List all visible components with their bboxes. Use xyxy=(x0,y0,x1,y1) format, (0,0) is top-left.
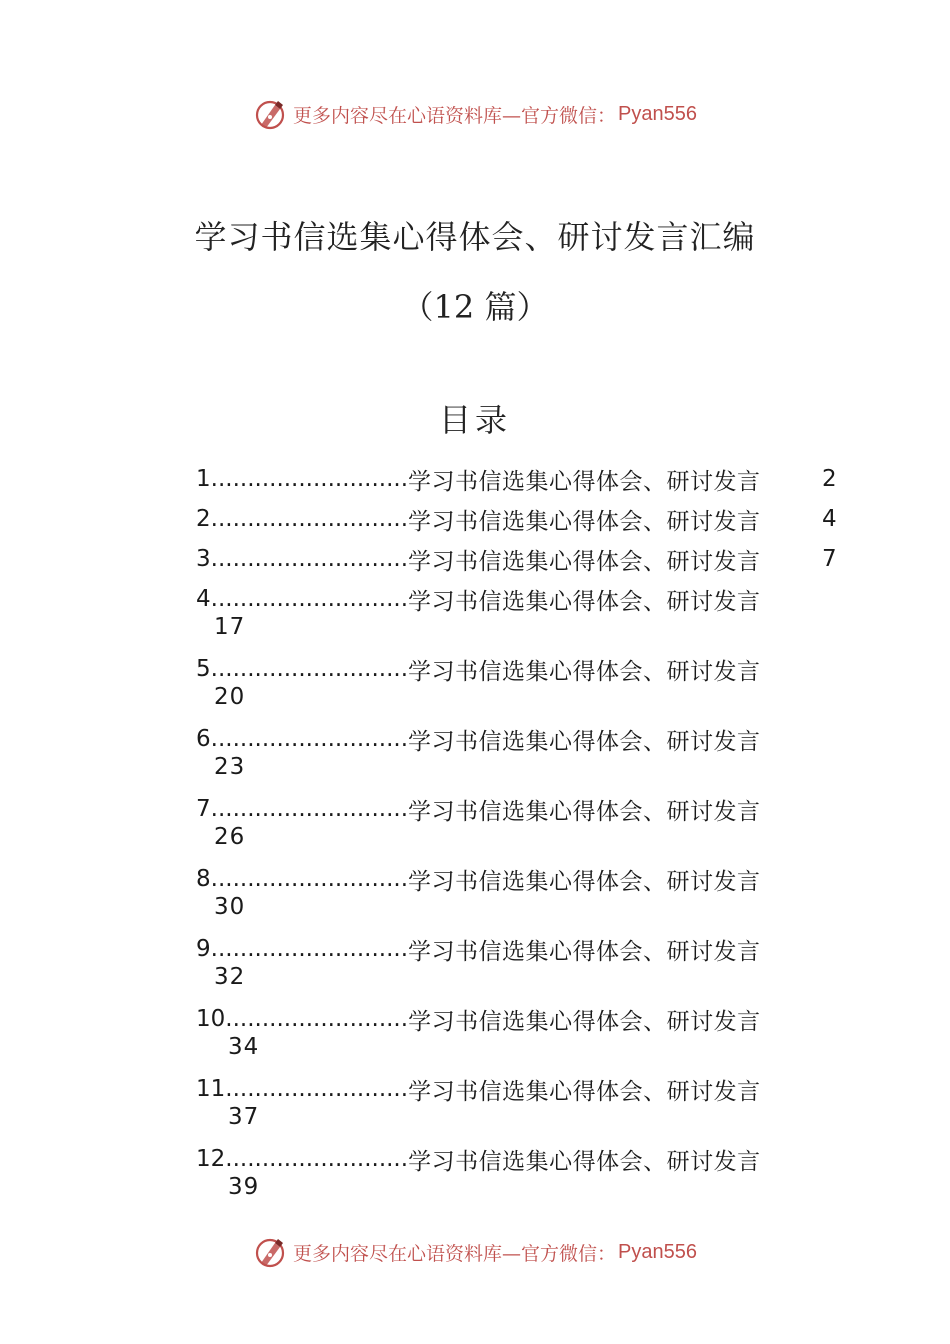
toc-leader-dots: ........................... xyxy=(210,936,409,962)
toc-leader-dots: ........................... xyxy=(210,506,409,532)
toc-line xyxy=(196,1002,761,1036)
toc-number: 9 xyxy=(196,936,211,962)
toc-title: 学习书信选集心得体会、研讨发言 xyxy=(408,1078,761,1105)
toc-leader-dots: ......................... xyxy=(225,1006,409,1032)
toc-leader-dots: ........................... xyxy=(210,656,409,682)
toc-line xyxy=(196,1142,761,1176)
toc-title: 学习书信选集心得体会、研讨发言 xyxy=(408,658,761,685)
toc-entry[interactable] xyxy=(0,792,950,862)
toc-leader-dots: ........................... xyxy=(210,726,409,752)
toc-title: 学习书信选集心得体会、研讨发言 xyxy=(408,548,761,575)
toc-entry[interactable] xyxy=(0,1142,950,1212)
toc-title: 学习书信选集心得体会、研讨发言 xyxy=(408,468,761,495)
toc-page-number: 26 xyxy=(214,824,246,850)
toc-entry[interactable] xyxy=(0,722,950,792)
toc-entry[interactable] xyxy=(0,932,950,1002)
toc-number: 11 xyxy=(196,1076,226,1102)
document-title: 学习书信选集心得体会、研讨发言汇编 xyxy=(194,218,756,256)
toc-title: 学习书信选集心得体会、研讨发言 xyxy=(408,1148,761,1175)
toc-line xyxy=(196,652,761,686)
toc-entry[interactable] xyxy=(0,1072,950,1142)
toc-line xyxy=(196,462,761,496)
toc-line xyxy=(196,792,761,826)
toc-page-number: 20 xyxy=(214,684,246,710)
toc-title: 学习书信选集心得体会、研讨发言 xyxy=(408,1008,761,1035)
toc-line xyxy=(196,1072,761,1106)
toc-entry[interactable] xyxy=(0,1002,950,1072)
toc-leader-dots: ........................... xyxy=(210,866,409,892)
toc-heading: 目录 xyxy=(438,401,511,439)
toc-number: 5 xyxy=(196,656,211,682)
toc-page-number: 34 xyxy=(228,1034,260,1060)
toc-leader-dots: ........................... xyxy=(210,796,409,822)
toc-number: 10 xyxy=(196,1006,226,1032)
toc-leader-dots: ........................... xyxy=(210,466,409,492)
toc-title: 学习书信选集心得体会、研讨发言 xyxy=(408,588,761,615)
toc-number: 1 xyxy=(196,466,211,492)
toc-page-number: 23 xyxy=(214,754,246,780)
banner-text: 更多内容尽在心语资料库—官方微信： xyxy=(293,104,617,127)
toc-number: 7 xyxy=(196,796,211,822)
footer-banner xyxy=(0,1232,950,1272)
toc-line xyxy=(196,542,761,576)
toc-entry[interactable] xyxy=(0,862,950,932)
toc-page-number: 30 xyxy=(214,894,246,920)
toc-page-number: 32 xyxy=(214,964,246,990)
toc-line xyxy=(196,502,761,536)
toc-page-number: 39 xyxy=(228,1174,260,1200)
toc-number: 4 xyxy=(196,586,211,612)
toc-number: 12 xyxy=(196,1146,226,1172)
toc-page-number: 37 xyxy=(228,1104,260,1130)
toc-line xyxy=(196,862,761,896)
toc-leader-dots: ......................... xyxy=(225,1076,409,1102)
toc-title: 学习书信选集心得体会、研讨发言 xyxy=(408,728,761,755)
document-subtitle: （12 篇） xyxy=(401,288,549,326)
toc-title: 学习书信选集心得体会、研讨发言 xyxy=(408,868,761,895)
toc-page-number: 17 xyxy=(214,614,246,640)
pen-nib-logo-icon xyxy=(253,1235,287,1269)
toc-title: 学习书信选集心得体会、研讨发言 xyxy=(408,798,761,825)
toc-entry[interactable] xyxy=(0,652,950,722)
toc-leader-dots: ........................... xyxy=(210,586,409,612)
toc-page-number: 2 xyxy=(822,466,838,492)
pen-nib-logo-icon xyxy=(253,97,287,131)
toc-number: 8 xyxy=(196,866,211,892)
header-banner xyxy=(0,94,950,134)
wechat-id: Pyan556 xyxy=(618,1240,697,1263)
toc-page-number: 7 xyxy=(822,546,838,572)
toc-number: 3 xyxy=(196,546,211,572)
toc-title: 学习书信选集心得体会、研讨发言 xyxy=(408,938,761,965)
toc-number: 6 xyxy=(196,726,211,752)
toc-title: 学习书信选集心得体会、研讨发言 xyxy=(408,508,761,535)
toc-line xyxy=(196,932,761,966)
toc-line xyxy=(196,582,761,616)
toc-line xyxy=(196,722,761,756)
toc-entry[interactable] xyxy=(0,582,950,652)
toc-number: 2 xyxy=(196,506,211,532)
wechat-id: Pyan556 xyxy=(618,102,697,125)
toc-page-number: 4 xyxy=(822,506,838,532)
toc-leader-dots: ........................... xyxy=(210,546,409,572)
toc-leader-dots: ......................... xyxy=(225,1146,409,1172)
banner-text: 更多内容尽在心语资料库—官方微信： xyxy=(293,1242,617,1265)
